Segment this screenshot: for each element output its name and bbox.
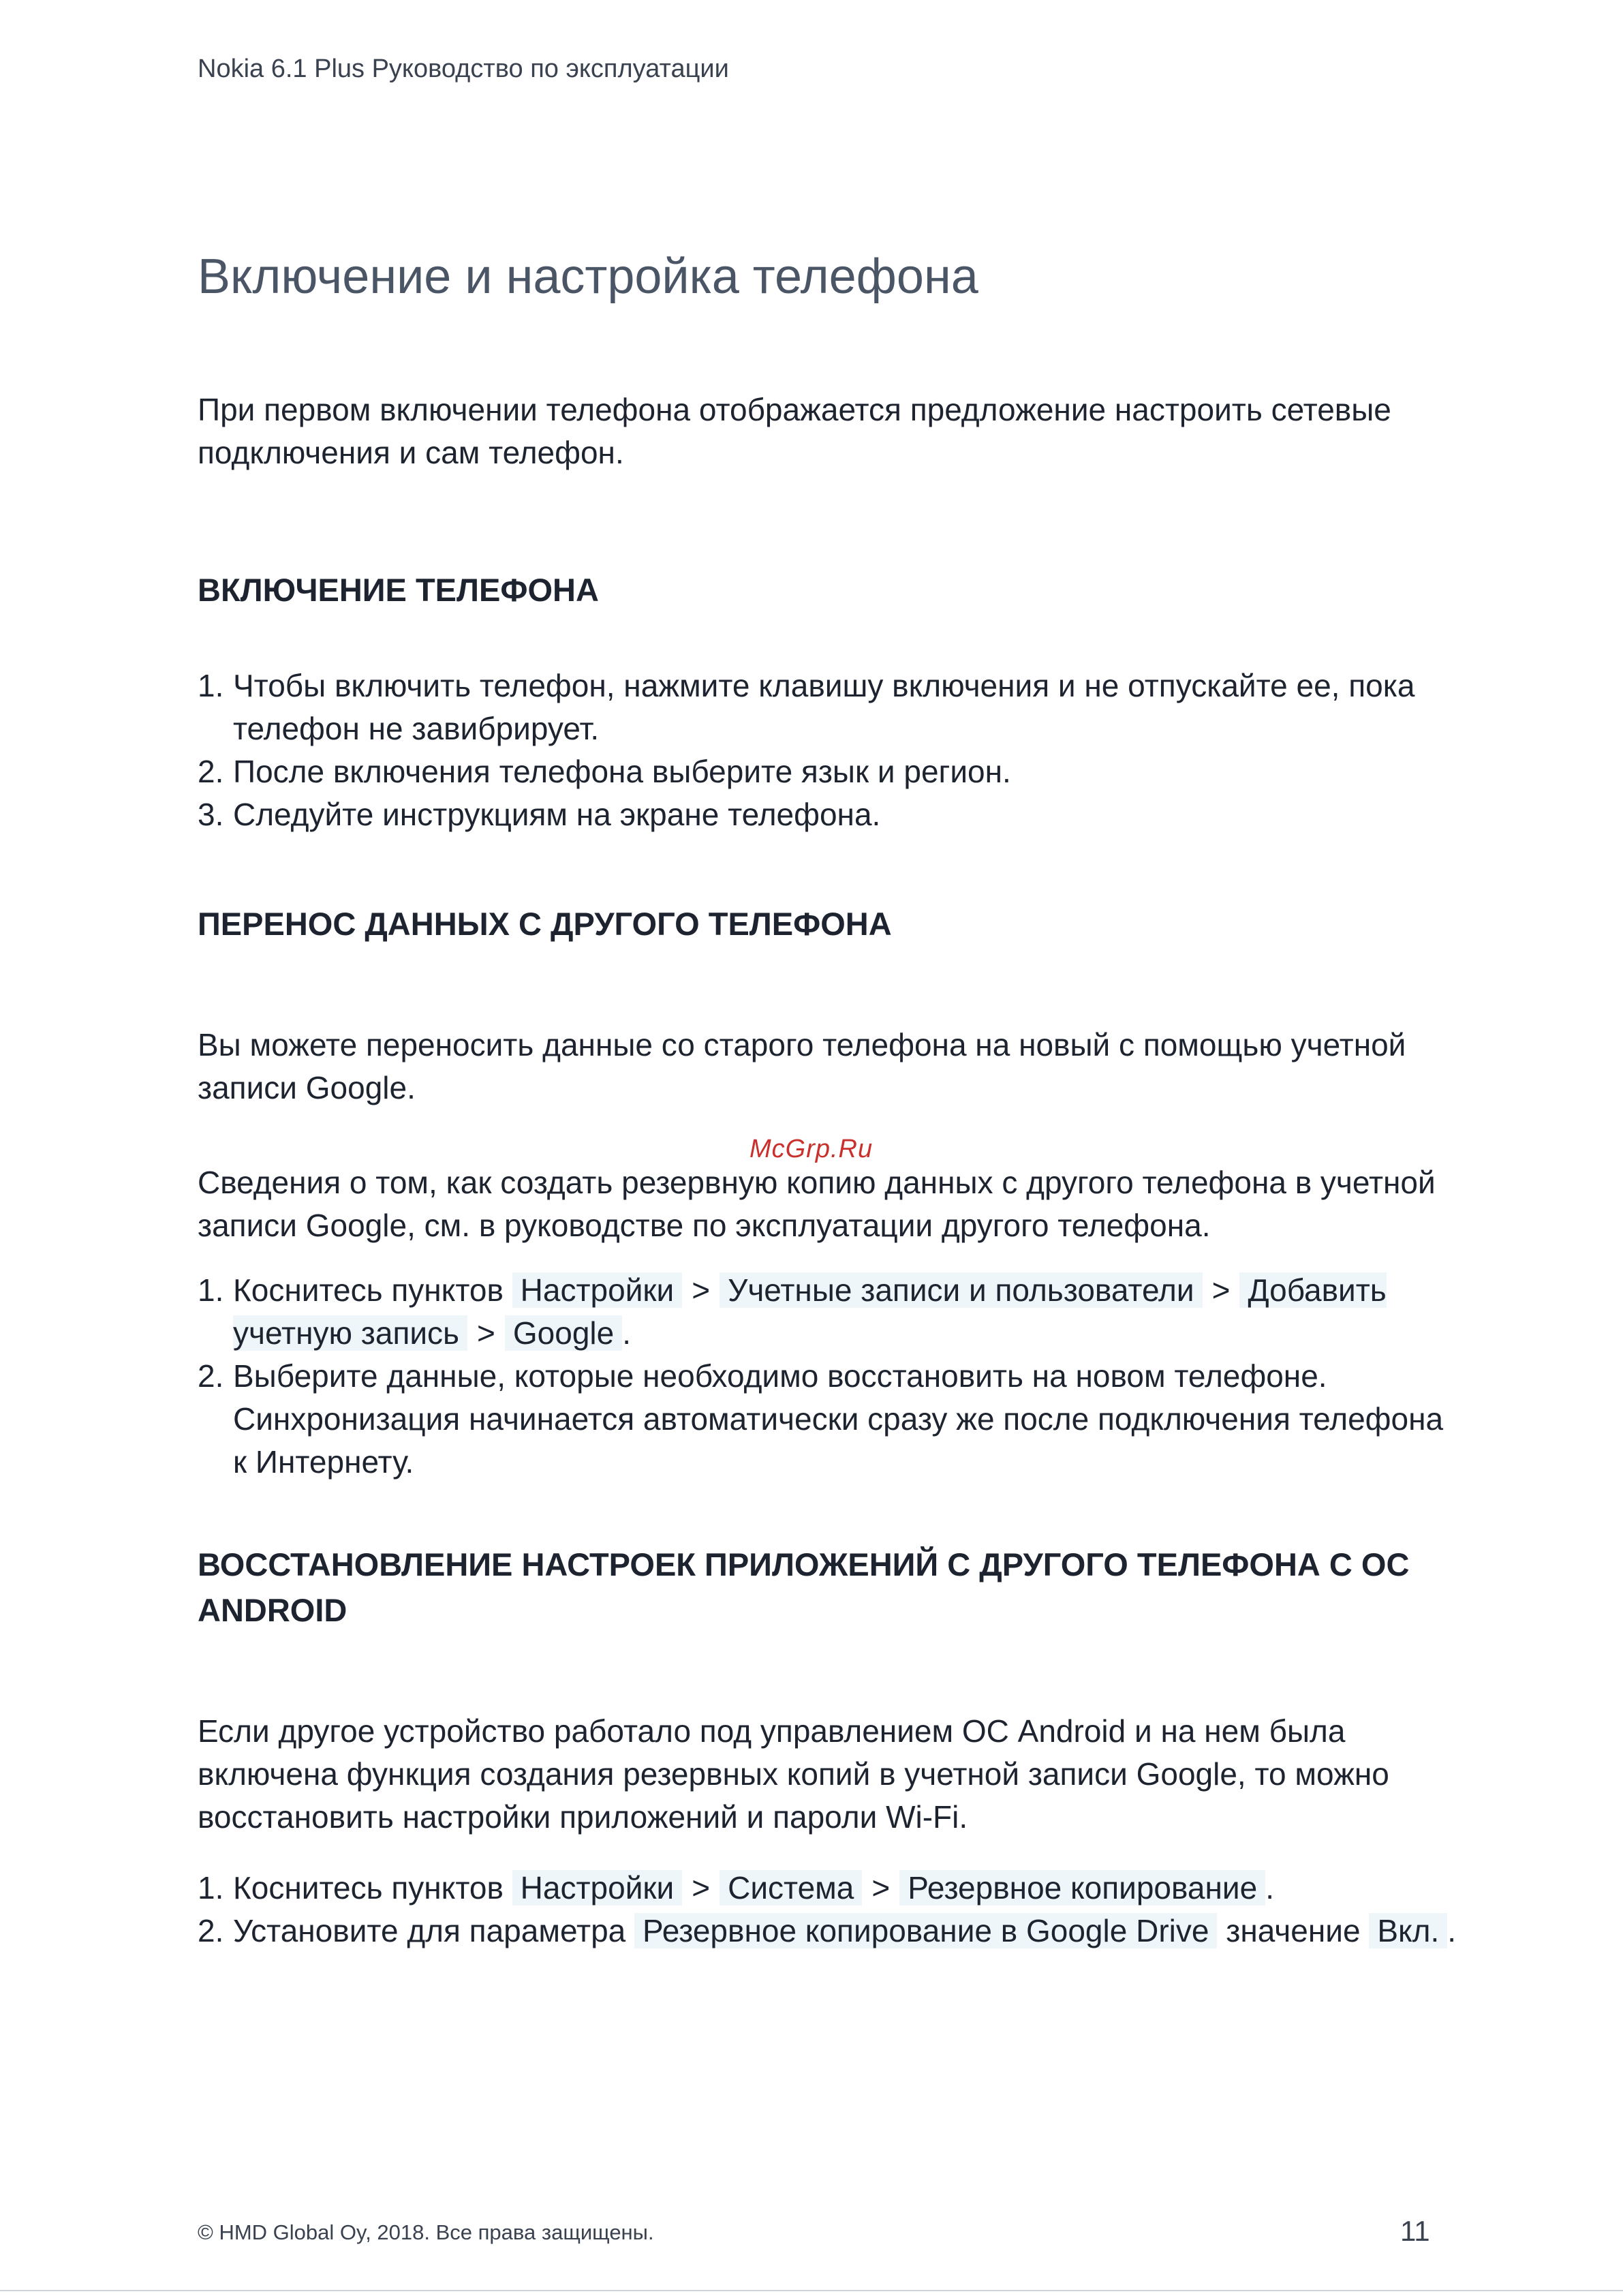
transfer-steps-list — [198, 1269, 1458, 1484]
ui-path-accounts: Учетные записи и пользователи — [720, 1272, 1202, 1308]
list-item: 2. Выберите данные, которые необходимо восстановить на новом телефоне. Синхронизация начинается автоматически сразу же после подключения телефона к Интернету. — [198, 1358, 1444, 1480]
list-item: 3. Следуйте инструкциям на экране телефона. — [198, 797, 881, 832]
watermark: McGrp.Ru — [749, 1135, 874, 1163]
power-steps-list — [198, 664, 1458, 836]
ui-value-on: Вкл. — [1369, 1913, 1447, 1948]
ui-path-settings: Настройки — [512, 1272, 683, 1308]
running-header: Nokia 6.1 Plus Руководство по эксплуатации — [198, 55, 729, 83]
list-item: 1. Коснитесь пунктов Настройки > Система > Резервное копирование . — [198, 1870, 1274, 1905]
footer-copyright: © HMD Global Oy, 2018. Все права защищены. — [198, 2220, 654, 2244]
ui-path-backup: Резервное копирование — [899, 1870, 1265, 1905]
ui-path-google: Google — [505, 1315, 622, 1351]
intro-paragraph: При первом включении телефона отображается предложение настроить сетевые подключения и сам телефон. — [198, 392, 1391, 470]
ui-path-settings: Настройки — [512, 1870, 683, 1905]
ui-path-system: Система — [720, 1870, 862, 1905]
section-heading-transfer: ПЕРЕНОС ДАННЫХ С ДРУГОГО ТЕЛЕФОНА — [198, 906, 892, 942]
list-item: 1. Коснитесь пунктов Настройки > Учетные записи и пользователи > Добавить учетную запись > Google . — [198, 1272, 1387, 1351]
bottom-rule — [0, 2290, 1623, 2291]
list-item: 1. Чтобы включить телефон, нажмите клавишу включения и не отпускайте ее, пока телефон не завибрирует. — [198, 668, 1415, 746]
list-item: 2. После включения телефона выберите язык и регион. — [198, 754, 1011, 789]
list-item: 2. Установите для параметра Резервное копирование в Google Drive значение Вкл. . — [198, 1913, 1457, 1948]
page-number: 11 — [1400, 2215, 1430, 2247]
page-title: Включение и настройка телефона — [198, 249, 978, 304]
section-heading-restore: ВОССТАНОВЛЕНИЕ НАСТРОЕК ПРИЛОЖЕНИЙ С ДРУГОГО ТЕЛЕФОНА С ОС ANDROID — [198, 1546, 1410, 1628]
ui-path-add-account: Добавить учетную запись — [233, 1272, 1387, 1351]
restore-paragraph: Если другое устройство работало под управлением ОС Android и на нем была включена функция создания резервных копий в учетной записи Google, то можно восстановить настройки приложений и пароли Wi-Fi. — [198, 1713, 1389, 1835]
transfer-paragraph-2: Сведения о том, как создать резервную копию данных с другого телефона в учетной записи Google, см. в руководстве по эксплуатации другого телефона. — [198, 1165, 1436, 1243]
section-heading-power: ВКЛЮЧЕНИЕ ТЕЛЕФОНА — [198, 572, 599, 608]
ui-param-google-drive-backup: Резервное копирование в Google Drive — [634, 1913, 1217, 1948]
restore-steps-list — [198, 1867, 1458, 1953]
transfer-paragraph-1: Вы можете переносить данные со старого телефона на новый с помощью учетной записи Google. — [198, 1027, 1406, 1105]
